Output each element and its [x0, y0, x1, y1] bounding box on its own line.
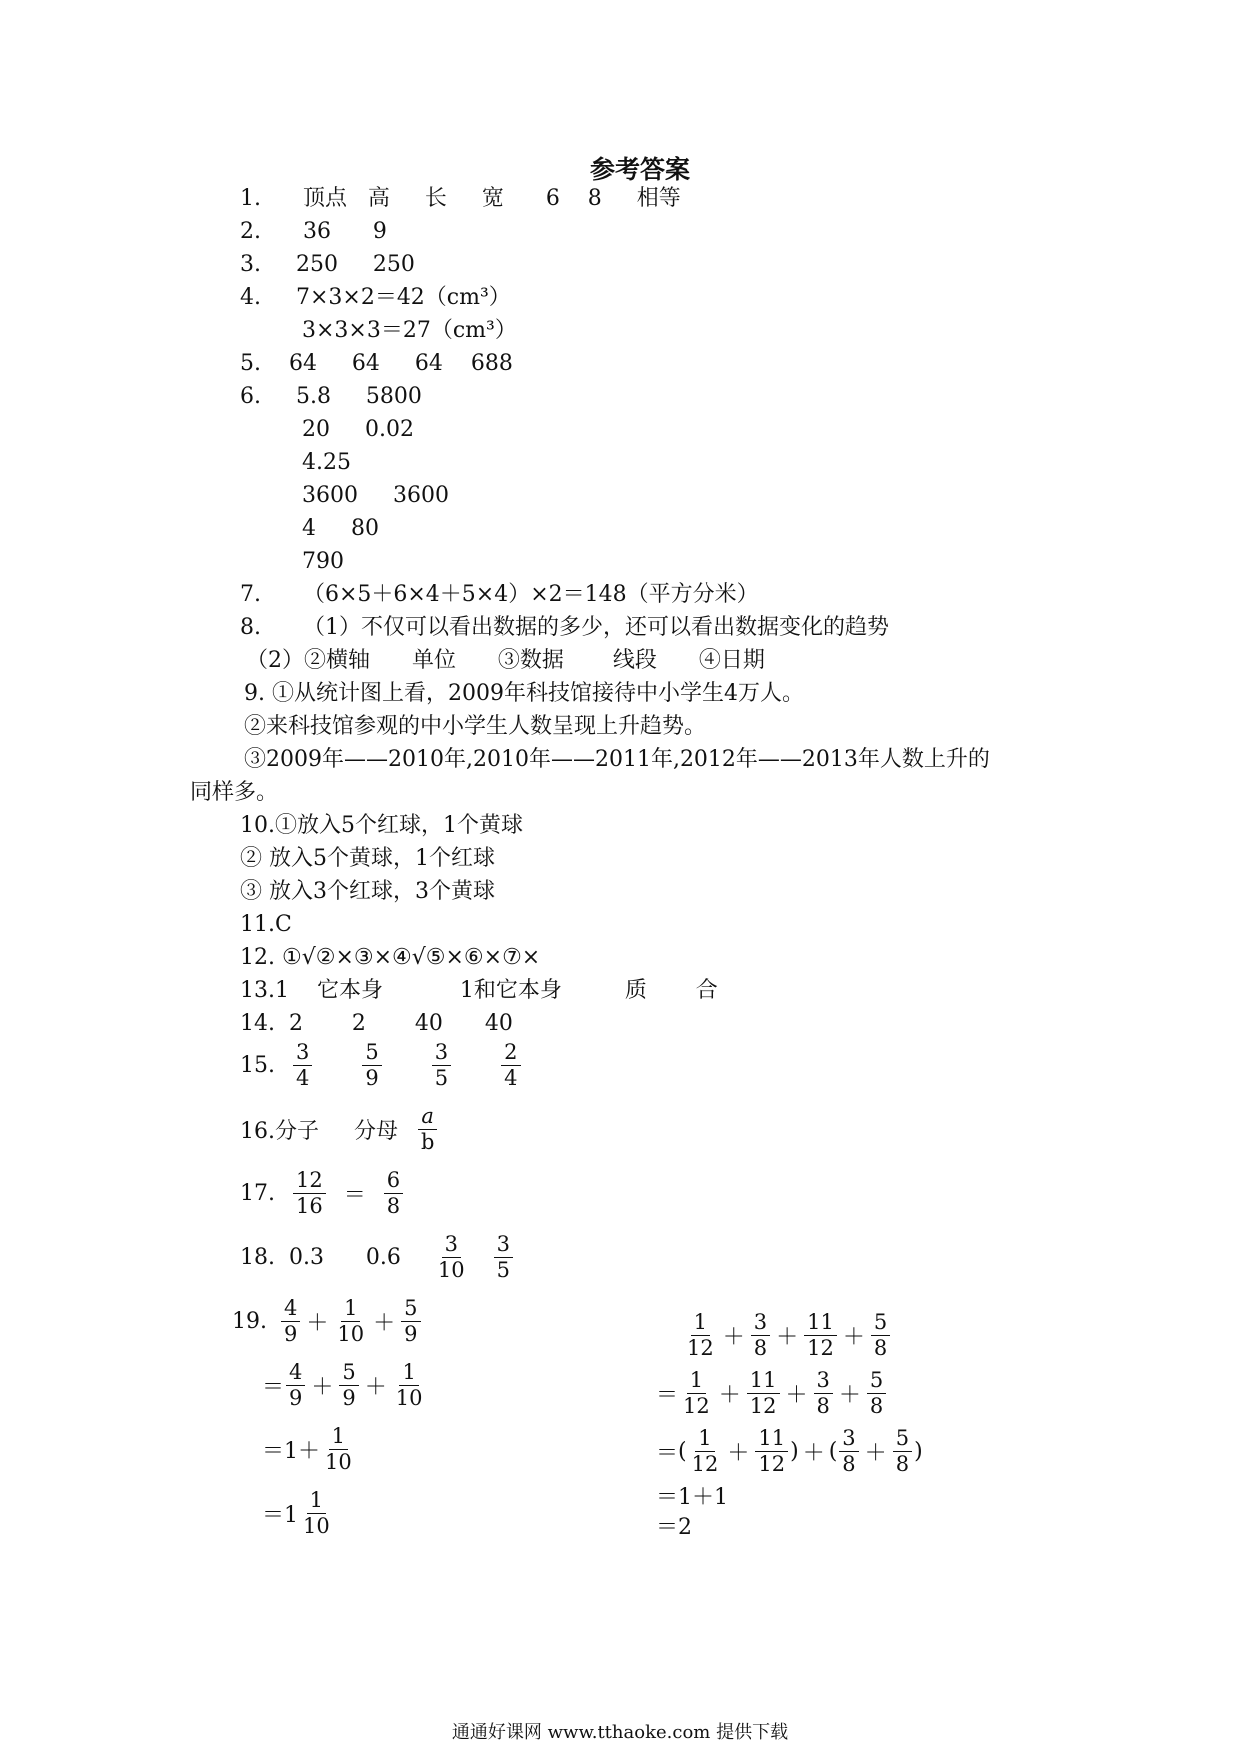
answer-6c: 4.25 [302, 450, 351, 475]
answer-8a: 8. （1）不仅可以看出数据的多少，还可以看出数据变化的趋势 [240, 615, 889, 640]
fraction: 5 8 [893, 1426, 912, 1477]
close-paren: ) [914, 1439, 923, 1464]
answer-10c: ③ 放入3个红球，3个黄球 [240, 879, 495, 904]
fraction: 4 9 [286, 1360, 305, 1411]
answer-4b: 3×3×3＝27（cm³） [302, 318, 517, 343]
answer-11: 11.C [240, 912, 292, 937]
fraction: 2 4 [501, 1040, 520, 1091]
answer-6b: 20 0.02 [302, 417, 414, 442]
plus-sign: ＋ [306, 1311, 329, 1336]
answer-12: 12. ①√②×③×④√⑤×⑥×⑦× [240, 945, 541, 970]
answer-6e: 4 80 [302, 516, 379, 541]
answer-18-label: 18. 0.3 0.6 [240, 1245, 401, 1270]
plus-sign: ＋ [364, 1375, 387, 1400]
answer-13: 13.1 它本身 1和它本身 质 合 [240, 978, 718, 1003]
fraction: 1 12 [691, 1426, 719, 1476]
fraction: 3 8 [814, 1368, 833, 1419]
fraction: 12 16 [293, 1168, 326, 1219]
fraction: 4 9 [281, 1296, 300, 1347]
answer-16-label: 16.分子 分母 [240, 1119, 398, 1144]
plus-sign: ＋ [727, 1441, 750, 1466]
plus-sign: ＋ [785, 1383, 808, 1408]
answer-19-left-row-4 [262, 1488, 335, 1539]
fraction: 3 5 [494, 1232, 513, 1283]
fraction: 1 12 [683, 1368, 710, 1418]
answer-9d: 同样多。 [190, 780, 279, 805]
answer-14: 14. 2 2 40 40 [240, 1011, 513, 1036]
answer-19-right-row-3 [656, 1426, 923, 1477]
plus-sign: ＋ [838, 1383, 861, 1408]
fraction: 6 8 [384, 1168, 403, 1219]
answer-6a: 6. 5.8 5800 [240, 384, 422, 409]
plus-sign: ＋ [722, 1325, 745, 1350]
expression-prefix: ＝1 [262, 1503, 298, 1528]
fraction: 5 9 [401, 1296, 420, 1347]
expression-prefix: ＝1＋ [262, 1439, 320, 1464]
answer-9c: ③2009年——2010年,2010年——2011年,2012年——2013年人数上升的 [244, 747, 990, 772]
answer-9a: 9. ①从统计图上看，2009年科技馆接待中小学生4万人。 [244, 681, 804, 706]
answer-17 [240, 1168, 405, 1219]
fraction: 1 10 [303, 1488, 330, 1538]
answer-2: 2. 36 9 [240, 219, 387, 244]
close-paren: ) [790, 1439, 799, 1464]
fraction: 1 10 [325, 1424, 352, 1474]
page-title: 参考答案 [590, 155, 691, 184]
fraction: 11 12 [755, 1426, 788, 1477]
answer-19-right-row-5: ＝2 [656, 1515, 692, 1540]
fraction: 1 10 [337, 1296, 365, 1346]
answer-19-right-row-4: ＝1＋1 [656, 1485, 728, 1510]
plus-sign: ＋ [842, 1325, 865, 1350]
plus-sign: ＋ [864, 1441, 887, 1466]
fraction: 5 9 [339, 1360, 358, 1411]
fraction: 3 10 [437, 1232, 465, 1282]
page-footer: 通通好课网 www.tthaoke.com 提供下载 [451, 1722, 789, 1743]
answer-19-right-row-2 [656, 1368, 888, 1419]
answer-8b: （2）②横轴 单位 ③数据 线段 ④日期 [246, 648, 765, 673]
answer-19-left-row-3 [262, 1424, 357, 1475]
equals-sign: ＝ [656, 1383, 679, 1408]
fraction: 3 4 [293, 1040, 312, 1091]
fraction: 1 10 [395, 1360, 423, 1410]
answer-19-left-row-2 [262, 1360, 428, 1411]
answer-4a: 4. 7×3×2＝42（cm³） [240, 285, 511, 310]
plus-sign: ＋ [776, 1325, 799, 1350]
fraction: 5 9 [362, 1040, 381, 1091]
answer-15 [240, 1040, 523, 1091]
answer-16 [240, 1104, 439, 1155]
open-paren: ( [828, 1439, 838, 1464]
answer-1: 1. 顶点 高 长 宽 6 8 相等 [240, 186, 681, 211]
answer-15-label: 15. [240, 1053, 275, 1078]
answer-19-left-row-1 [232, 1296, 423, 1347]
fraction: 3 5 [432, 1040, 451, 1091]
answer-6f: 790 [302, 549, 344, 574]
answer-9b: ②来科技馆参观的中小学生人数呈现上升趋势。 [244, 714, 707, 739]
equals-sign: ＝ [262, 1375, 285, 1400]
answer-19-label: 19. [232, 1309, 267, 1334]
fraction: 11 12 [747, 1368, 780, 1419]
fraction: 5 8 [871, 1310, 890, 1361]
answer-3: 3. 250 250 [240, 252, 415, 277]
equals-sign: ＝ [343, 1183, 366, 1208]
fraction: 11 12 [804, 1310, 837, 1361]
answer-17-label: 17. [240, 1181, 275, 1206]
fraction: a b [418, 1104, 437, 1155]
answer-10b: ② 放入5个黄球，1个红球 [240, 846, 495, 871]
answer-18 [240, 1232, 515, 1283]
plus-sign: ＋ [802, 1441, 825, 1466]
answer-19-right-row-1 [682, 1310, 892, 1361]
fraction: 5 8 [867, 1368, 886, 1419]
open-paren: ( [678, 1439, 687, 1464]
equals-sign: ＝ [656, 1441, 679, 1466]
answer-5: 5. 64 64 64 688 [240, 351, 513, 376]
fraction: 1 12 [687, 1310, 714, 1360]
plus-sign: ＋ [373, 1311, 396, 1336]
answer-7: 7. （6×5＋6×4＋5×4）×2＝148（平方分米） [240, 582, 759, 607]
fraction: 3 8 [839, 1426, 858, 1477]
answer-10a: 10.①放入5个红球，1个黄球 [240, 813, 523, 838]
plus-sign: ＋ [311, 1375, 334, 1400]
answer-6d: 3600 3600 [302, 483, 449, 508]
fraction: 3 8 [751, 1310, 770, 1361]
plus-sign: ＋ [718, 1383, 741, 1408]
